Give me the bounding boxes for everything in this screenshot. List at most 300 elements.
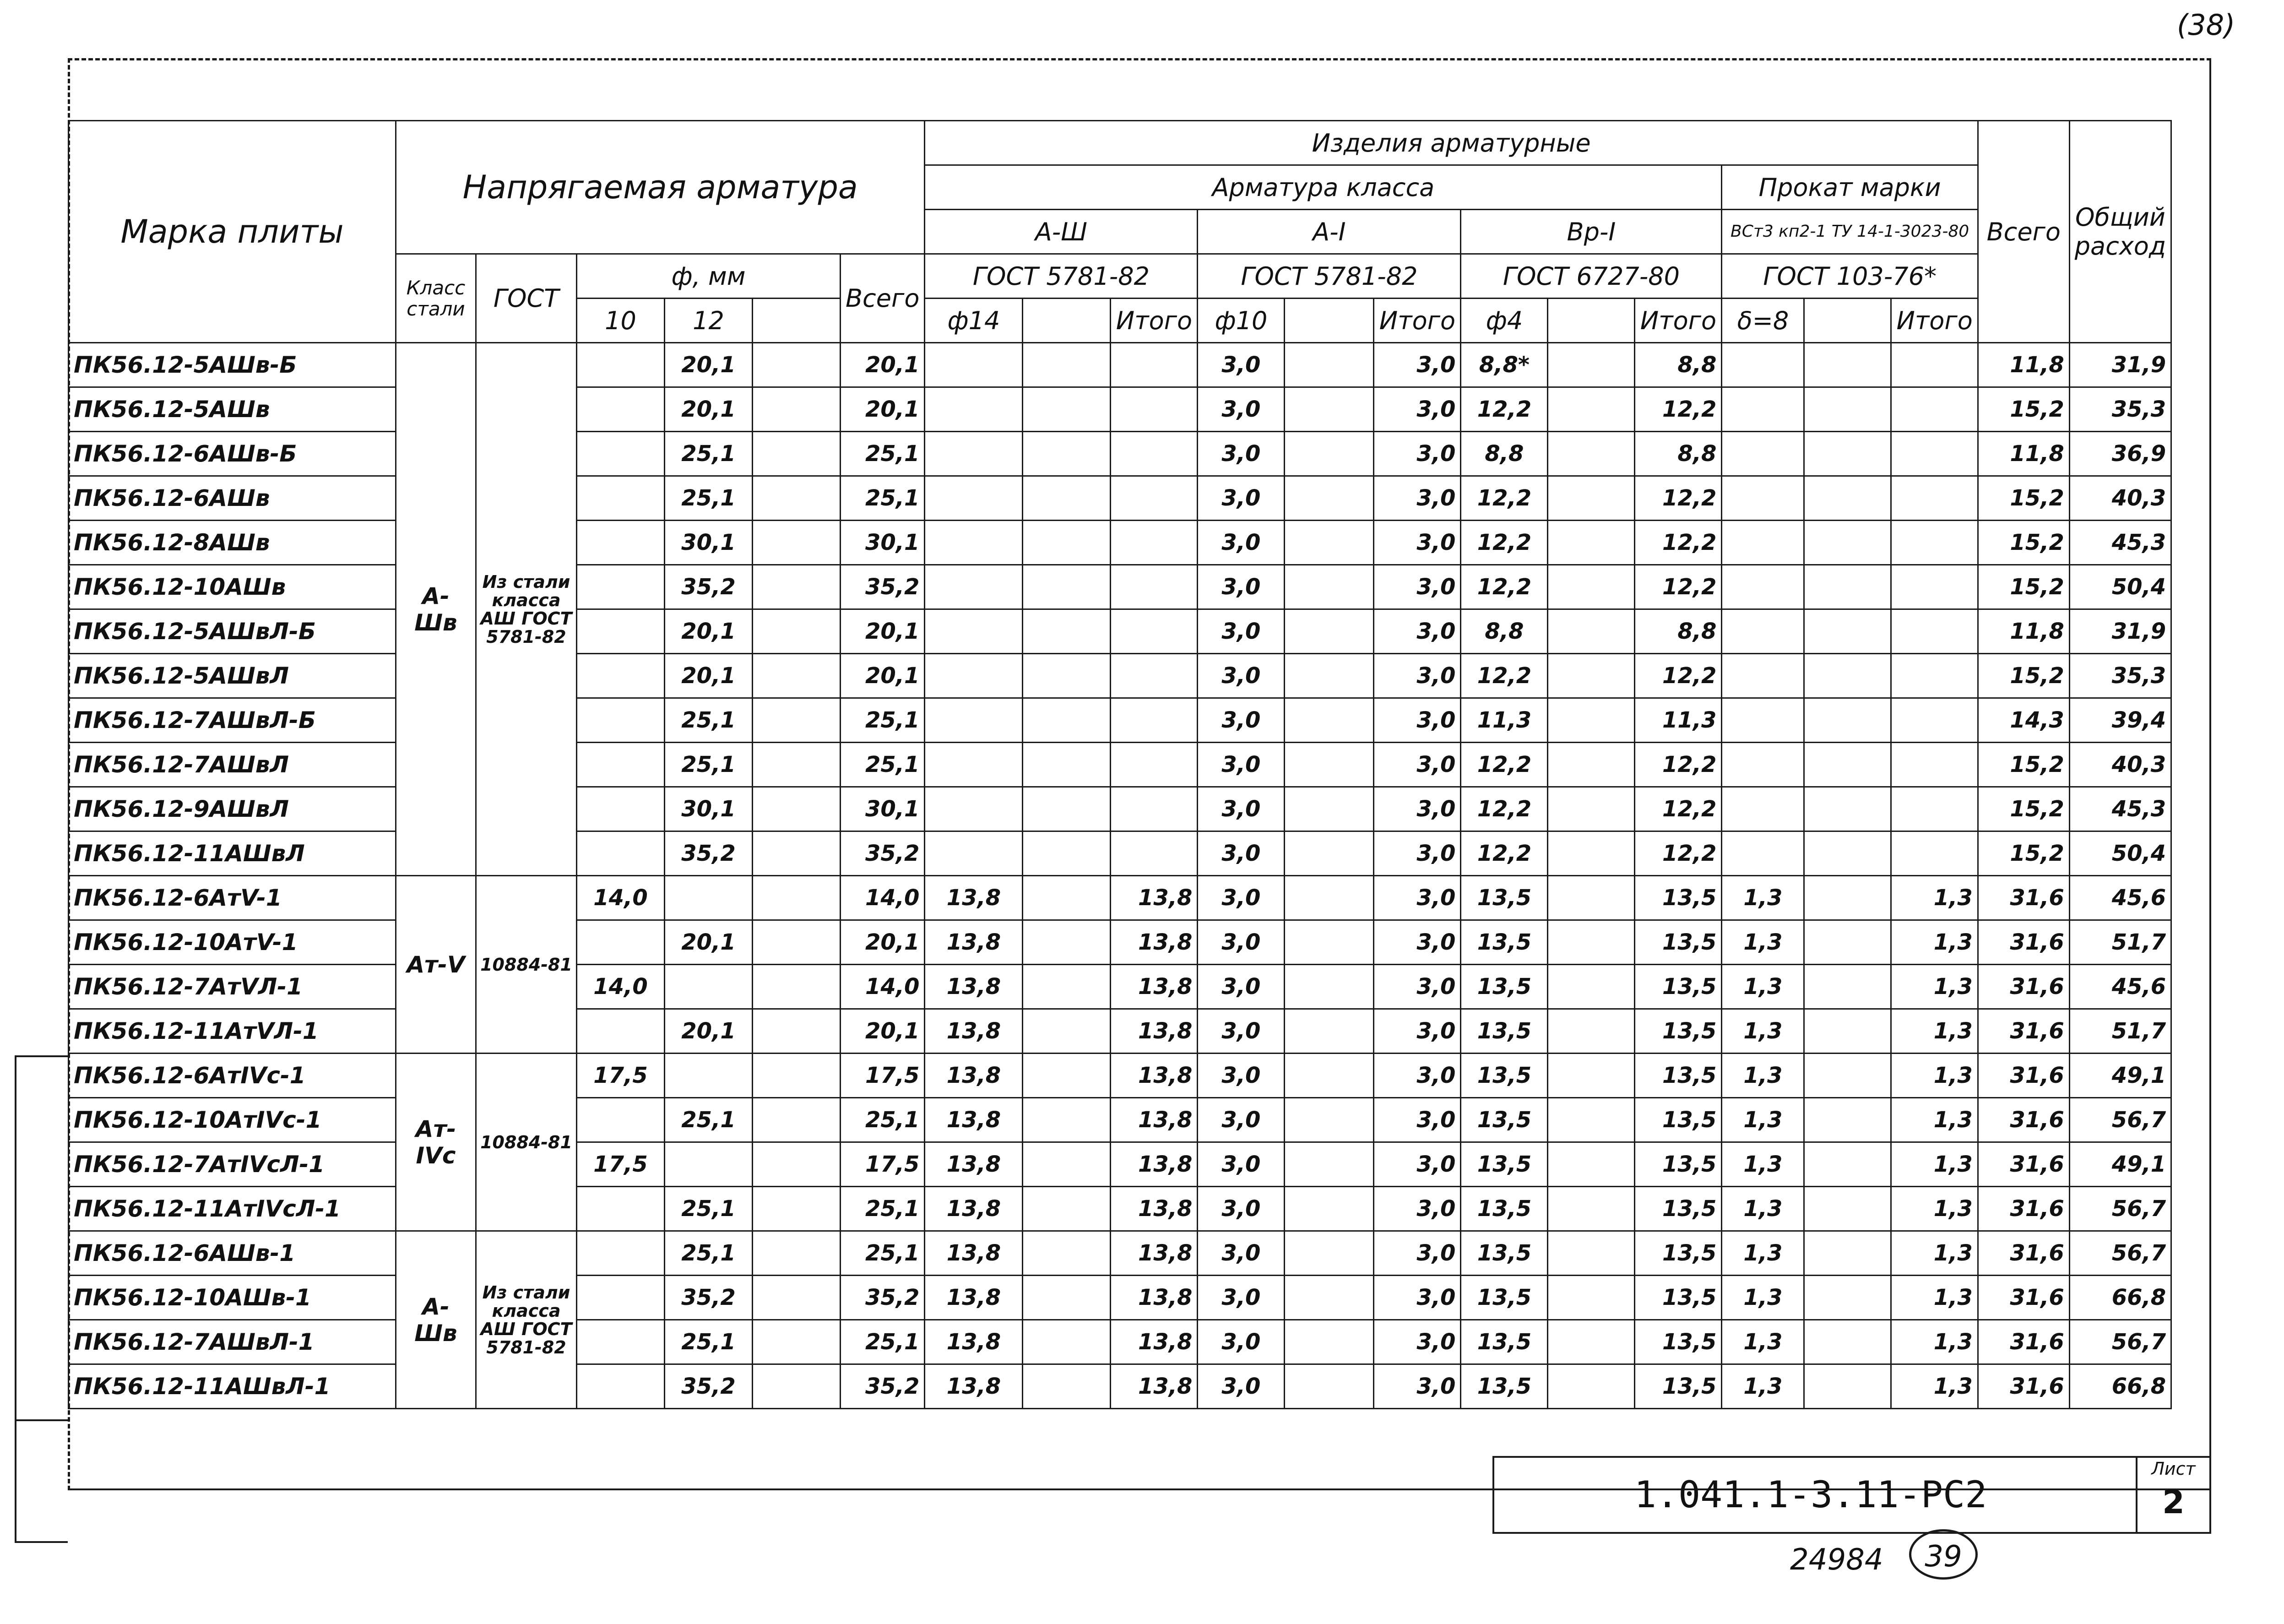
cell-overall: 39,4 — [2069, 698, 2171, 743]
blank-cell — [1023, 343, 1111, 387]
cell-r-sum — [1891, 831, 1978, 876]
cell-overall: 40,3 — [2069, 743, 2171, 787]
cell-overall: 45,3 — [2069, 787, 2171, 831]
blank-cell — [1023, 387, 1111, 432]
sheet-number: 2 — [2162, 1483, 2185, 1521]
cell-vr-4: 12,2 — [1461, 565, 1548, 609]
cell-a1-sum: 3,0 — [1374, 965, 1461, 1009]
header-vr-subtotal: Итого — [1635, 299, 1722, 343]
cell-d12: 20,1 — [665, 654, 753, 698]
cell-pre-total: 35,2 — [841, 565, 925, 609]
header-gost-rolled: ГОСТ 103-76* — [1722, 254, 1978, 299]
blank-cell — [1023, 476, 1111, 521]
table-row — [69, 654, 2171, 698]
blank-cell — [1285, 876, 1374, 920]
cell-vr-sum: 12,2 — [1635, 521, 1722, 565]
cell-vr-4: 11,3 — [1461, 698, 1548, 743]
blank-cell — [1804, 1276, 1891, 1320]
blank-cell — [1804, 476, 1891, 521]
cell-d12: 35,2 — [665, 565, 753, 609]
table-row — [69, 743, 2171, 787]
cell-mark: ПК56.12-5АШвЛ-Б — [69, 609, 396, 654]
cell-vr-4: 13,5 — [1461, 1364, 1548, 1409]
group-gost: Из стали класса АШ ГОСТ 5781-82 — [476, 1231, 577, 1409]
cell-a1-sum: 3,0 — [1374, 1054, 1461, 1098]
cell-a3-14 — [925, 787, 1023, 831]
blank-cell — [753, 1320, 841, 1364]
cell-pre-total: 35,2 — [841, 831, 925, 876]
blank-cell — [1023, 831, 1111, 876]
cell-d10 — [577, 1009, 665, 1054]
cell-d12: 25,1 — [665, 476, 753, 521]
cell-vr-sum: 12,2 — [1635, 565, 1722, 609]
cell-r-8: 1,3 — [1722, 1142, 1804, 1187]
cell-r-sum: 1,3 — [1891, 1098, 1978, 1142]
cell-total: 15,2 — [1978, 743, 2069, 787]
cell-pre-total: 14,0 — [841, 965, 925, 1009]
cell-r-sum: 1,3 — [1891, 1231, 1978, 1276]
cell-d10: 14,0 — [577, 876, 665, 920]
table-row — [69, 1054, 2171, 1098]
cell-d10 — [577, 831, 665, 876]
cell-a3-14: 13,8 — [925, 1054, 1023, 1098]
blank-cell — [1023, 1054, 1111, 1098]
cell-d12: 25,1 — [665, 698, 753, 743]
cell-d12 — [665, 1054, 753, 1098]
cell-pre-total: 20,1 — [841, 920, 925, 965]
header-d12: 12 — [665, 299, 753, 343]
cell-total: 15,2 — [1978, 521, 2069, 565]
cell-d10 — [577, 609, 665, 654]
cell-d12: 25,1 — [665, 1320, 753, 1364]
cell-mark: ПК56.12-6АШв — [69, 476, 396, 521]
cell-a1-sum: 3,0 — [1374, 1187, 1461, 1231]
blank-cell — [753, 787, 841, 831]
cell-a3-sum — [1111, 432, 1198, 476]
blank-cell — [1548, 965, 1635, 1009]
blank-cell — [1548, 1098, 1635, 1142]
cell-a1-sum: 3,0 — [1374, 1364, 1461, 1409]
cell-a1-10: 3,0 — [1198, 1364, 1285, 1409]
blank-cell — [753, 831, 841, 876]
blank-cell — [1023, 1276, 1111, 1320]
blank-cell — [753, 565, 841, 609]
header-d-blank — [753, 299, 841, 343]
cell-total: 31,6 — [1978, 920, 2069, 965]
blank-cell — [1548, 787, 1635, 831]
reinforcement-spec-table — [68, 120, 2172, 1409]
cell-r-sum: 1,3 — [1891, 1142, 1978, 1187]
cell-mark: ПК56.12-6АШв-Б — [69, 432, 396, 476]
blank-cell — [1548, 1054, 1635, 1098]
cell-total: 31,6 — [1978, 1142, 2069, 1187]
blank-cell — [1285, 521, 1374, 565]
blank-cell — [753, 1009, 841, 1054]
cell-overall: 56,7 — [2069, 1320, 2171, 1364]
blank-cell — [1285, 387, 1374, 432]
cell-a3-14 — [925, 743, 1023, 787]
header-gost-a3: ГОСТ 5781-82 — [925, 254, 1198, 299]
cell-vr-sum: 13,5 — [1635, 876, 1722, 920]
cell-r-sum: 1,3 — [1891, 1187, 1978, 1231]
table-row — [69, 1276, 2171, 1320]
cell-vr-sum: 13,5 — [1635, 1142, 1722, 1187]
cell-d12: 20,1 — [665, 343, 753, 387]
blank-cell — [1548, 1364, 1635, 1409]
blank-cell — [1548, 521, 1635, 565]
blank-cell — [1023, 609, 1111, 654]
blank-cell — [1804, 965, 1891, 1009]
inventory-number: 24984 — [1790, 1543, 1883, 1577]
cell-mark: ПК56.12-10АШв-1 — [69, 1276, 396, 1320]
cell-vr-sum: 12,2 — [1635, 743, 1722, 787]
blank-cell — [753, 387, 841, 432]
group-gost: 10884-81 — [476, 1054, 577, 1231]
header-total-consumption: Общий расход — [2069, 121, 2171, 343]
cell-mark: ПК56.12-7АШвЛ — [69, 743, 396, 787]
cell-vr-4: 8,8* — [1461, 343, 1548, 387]
cell-r-8: 1,3 — [1722, 1098, 1804, 1142]
table-row — [69, 343, 2171, 387]
cell-total: 31,6 — [1978, 965, 2069, 1009]
cell-overall: 35,3 — [2069, 387, 2171, 432]
cell-d10 — [577, 920, 665, 965]
cell-r-8 — [1722, 831, 1804, 876]
header-rebar-class: Арматура класса — [925, 165, 1722, 210]
cell-mark: ПК56.12-7АШвЛ-Б — [69, 698, 396, 743]
cell-overall: 50,4 — [2069, 831, 2171, 876]
cell-a1-10: 3,0 — [1198, 1142, 1285, 1187]
header-phi14: ф14 — [925, 299, 1023, 343]
cell-vr-sum: 13,5 — [1635, 920, 1722, 965]
cell-overall: 51,7 — [2069, 1009, 2171, 1054]
header-gost: ГОСТ — [476, 254, 577, 343]
cell-d10 — [577, 1364, 665, 1409]
cell-r-8: 1,3 — [1722, 1009, 1804, 1054]
header-phi4: ф4 — [1461, 299, 1548, 343]
table-row — [69, 876, 2171, 920]
blank-cell — [1023, 1142, 1111, 1187]
cell-a3-14: 13,8 — [925, 1009, 1023, 1054]
cell-vr-sum: 13,5 — [1635, 1320, 1722, 1364]
cell-d10 — [577, 343, 665, 387]
cell-total: 31,6 — [1978, 1054, 2069, 1098]
cell-r-sum — [1891, 654, 1978, 698]
blank-cell — [1285, 343, 1374, 387]
header-rolled-spec: ВСт3 кп2-1 ТУ 14-1-3023-80 — [1722, 210, 1978, 254]
blank-cell — [1285, 1187, 1374, 1231]
cell-a1-sum: 3,0 — [1374, 1276, 1461, 1320]
cell-r-8 — [1722, 609, 1804, 654]
cell-r-8 — [1722, 521, 1804, 565]
blank-cell — [753, 1276, 841, 1320]
blank-cell — [753, 743, 841, 787]
cell-a3-sum: 13,8 — [1111, 1276, 1198, 1320]
cell-pre-total: 25,1 — [841, 743, 925, 787]
cell-overall: 66,8 — [2069, 1364, 2171, 1409]
blank-cell — [1548, 1009, 1635, 1054]
cell-pre-total: 25,1 — [841, 1187, 925, 1231]
blank-cell — [1804, 876, 1891, 920]
blank-cell — [1285, 743, 1374, 787]
blank-cell — [1548, 1320, 1635, 1364]
blank-cell — [753, 521, 841, 565]
table-row — [69, 831, 2171, 876]
blank-cell — [1548, 743, 1635, 787]
cell-vr-sum: 12,2 — [1635, 476, 1722, 521]
blank-cell — [1285, 1320, 1374, 1364]
cell-r-8: 1,3 — [1722, 920, 1804, 965]
cell-vr-4: 13,5 — [1461, 1231, 1548, 1276]
cell-a3-14 — [925, 521, 1023, 565]
sheet-label: Лист — [2151, 1459, 2196, 1479]
cell-a3-14 — [925, 654, 1023, 698]
binding-strip-divider — [15, 1419, 68, 1543]
cell-vr-sum: 13,5 — [1635, 965, 1722, 1009]
blank-cell — [1023, 787, 1111, 831]
cell-overall: 31,9 — [2069, 609, 2171, 654]
blank-cell — [1804, 654, 1891, 698]
cell-vr-4: 12,2 — [1461, 654, 1548, 698]
cell-a1-sum: 3,0 — [1374, 1142, 1461, 1187]
blank-cell — [1548, 698, 1635, 743]
cell-a3-sum: 13,8 — [1111, 1364, 1198, 1409]
cell-vr-sum: 8,8 — [1635, 343, 1722, 387]
cell-vr-4: 13,5 — [1461, 1142, 1548, 1187]
cell-a3-sum — [1111, 743, 1198, 787]
blank-cell — [753, 1098, 841, 1142]
cell-d12: 35,2 — [665, 1364, 753, 1409]
blank-cell — [1804, 432, 1891, 476]
blank-cell — [753, 698, 841, 743]
blank-cell — [1804, 743, 1891, 787]
cell-vr-4: 13,5 — [1461, 965, 1548, 1009]
cell-total: 11,8 — [1978, 432, 2069, 476]
blank-cell — [1804, 787, 1891, 831]
header-prestressed: Напрягаемая арматура — [396, 121, 925, 254]
blank-cell — [1804, 609, 1891, 654]
cell-r-sum — [1891, 609, 1978, 654]
cell-r-8: 1,3 — [1722, 1231, 1804, 1276]
header-steel-class: Класс стали — [396, 254, 476, 343]
blank-cell — [753, 1364, 841, 1409]
cell-a3-14: 13,8 — [925, 920, 1023, 965]
cell-vr-4: 13,5 — [1461, 1054, 1548, 1098]
cell-d12: 30,1 — [665, 787, 753, 831]
blank-cell — [1023, 1187, 1111, 1231]
cell-mark: ПК56.12-7АтVЛ-1 — [69, 965, 396, 1009]
blank-cell — [1548, 1276, 1635, 1320]
cell-a3-14 — [925, 698, 1023, 743]
cell-vr-sum: 13,5 — [1635, 1364, 1722, 1409]
cell-pre-total: 30,1 — [841, 787, 925, 831]
table-row — [69, 965, 2171, 1009]
cell-mark: ПК56.12-11АтIVсЛ-1 — [69, 1187, 396, 1231]
cell-a3-sum: 13,8 — [1111, 1231, 1198, 1276]
blank-cell — [1023, 654, 1111, 698]
cell-a3-14: 13,8 — [925, 1142, 1023, 1187]
cell-r-8 — [1722, 387, 1804, 432]
header-vr1: Вр-I — [1461, 210, 1722, 254]
blank-cell — [753, 876, 841, 920]
cell-r-8 — [1722, 432, 1804, 476]
cell-d12 — [665, 876, 753, 920]
table-row — [69, 787, 2171, 831]
cell-vr-sum: 13,5 — [1635, 1098, 1722, 1142]
cell-a1-sum: 3,0 — [1374, 476, 1461, 521]
cell-pre-total: 20,1 — [841, 343, 925, 387]
header-a3-blank — [1023, 299, 1111, 343]
cell-pre-total: 17,5 — [841, 1054, 925, 1098]
cell-a3-14: 13,8 — [925, 876, 1023, 920]
cell-a1-sum: 3,0 — [1374, 831, 1461, 876]
header-mark: Марка плиты — [69, 121, 396, 343]
cell-d10: 14,0 — [577, 965, 665, 1009]
cell-a1-10: 3,0 — [1198, 965, 1285, 1009]
cell-pre-total: 30,1 — [841, 521, 925, 565]
cell-vr-sum: 12,2 — [1635, 387, 1722, 432]
cell-r-sum: 1,3 — [1891, 1054, 1978, 1098]
blank-cell — [1548, 1187, 1635, 1231]
blank-cell — [753, 432, 841, 476]
cell-d12: 20,1 — [665, 609, 753, 654]
blank-cell — [1804, 920, 1891, 965]
cell-mark: ПК56.12-11АШвЛ — [69, 831, 396, 876]
cell-pre-total: 35,2 — [841, 1276, 925, 1320]
blank-cell — [1285, 1142, 1374, 1187]
blank-cell — [1804, 387, 1891, 432]
group-steel-class: А-Шв — [396, 343, 476, 876]
cell-mark: ПК56.12-11АтVЛ-1 — [69, 1009, 396, 1054]
blank-cell — [1804, 565, 1891, 609]
blank-cell — [753, 654, 841, 698]
cell-overall: 36,9 — [2069, 432, 2171, 476]
blank-cell — [1023, 1320, 1111, 1364]
blank-cell — [1285, 831, 1374, 876]
corner-sheet-number: (38) — [2177, 8, 2235, 42]
blank-cell — [753, 920, 841, 965]
blank-cell — [1023, 1098, 1111, 1142]
blank-cell — [1023, 920, 1111, 965]
cell-a1-sum: 3,0 — [1374, 565, 1461, 609]
cell-d10 — [577, 698, 665, 743]
cell-pre-total: 35,2 — [841, 1364, 925, 1409]
cell-a1-sum: 3,0 — [1374, 1320, 1461, 1364]
cell-r-8 — [1722, 787, 1804, 831]
blank-cell — [1804, 521, 1891, 565]
cell-a1-10: 3,0 — [1198, 1320, 1285, 1364]
cell-vr-sum: 8,8 — [1635, 609, 1722, 654]
group-gost: 10884-81 — [476, 876, 577, 1054]
blank-cell — [1548, 476, 1635, 521]
cell-mark: ПК56.12-10АШв — [69, 565, 396, 609]
cell-mark: ПК56.12-5АШв-Б — [69, 343, 396, 387]
cell-total: 31,6 — [1978, 1009, 2069, 1054]
cell-vr-4: 12,2 — [1461, 521, 1548, 565]
cell-a3-sum — [1111, 565, 1198, 609]
cell-total: 11,8 — [1978, 609, 2069, 654]
cell-a3-sum — [1111, 521, 1198, 565]
cell-a3-sum: 13,8 — [1111, 1142, 1198, 1187]
blank-cell — [1548, 343, 1635, 387]
cell-d12: 35,2 — [665, 1276, 753, 1320]
cell-r-8: 1,3 — [1722, 1054, 1804, 1098]
cell-total: 31,6 — [1978, 1364, 2069, 1409]
cell-r-sum — [1891, 743, 1978, 787]
cell-a1-sum: 3,0 — [1374, 876, 1461, 920]
blank-cell — [1023, 876, 1111, 920]
cell-r-8 — [1722, 654, 1804, 698]
cell-a3-sum: 13,8 — [1111, 1098, 1198, 1142]
cell-a1-10: 3,0 — [1198, 1276, 1285, 1320]
cell-a3-14: 13,8 — [925, 1098, 1023, 1142]
cell-mark: ПК56.12-6АтIVс-1 — [69, 1054, 396, 1098]
cell-a3-14: 13,8 — [925, 1276, 1023, 1320]
cell-total: 31,6 — [1978, 1231, 2069, 1276]
cell-vr-sum: 8,8 — [1635, 432, 1722, 476]
cell-a3-14 — [925, 476, 1023, 521]
cell-a1-10: 3,0 — [1198, 1098, 1285, 1142]
inventory-circle-number: 39 — [1909, 1529, 1978, 1580]
cell-r-sum: 1,3 — [1891, 1364, 1978, 1409]
cell-total: 15,2 — [1978, 787, 2069, 831]
cell-pre-total: 20,1 — [841, 1009, 925, 1054]
cell-r-8: 1,3 — [1722, 1364, 1804, 1409]
cell-overall: 56,7 — [2069, 1187, 2171, 1231]
cell-a1-10: 3,0 — [1198, 698, 1285, 743]
blank-cell — [1548, 654, 1635, 698]
cell-pre-total: 20,1 — [841, 654, 925, 698]
header-delta8: δ=8 — [1722, 299, 1804, 343]
blank-cell — [1285, 1231, 1374, 1276]
cell-r-8 — [1722, 565, 1804, 609]
cell-overall: 35,3 — [2069, 654, 2171, 698]
cell-vr-4: 13,5 — [1461, 1187, 1548, 1231]
cell-a1-10: 3,0 — [1198, 654, 1285, 698]
cell-a3-14: 13,8 — [925, 965, 1023, 1009]
blank-cell — [753, 1187, 841, 1231]
cell-d12: 25,1 — [665, 432, 753, 476]
blank-cell — [1023, 743, 1111, 787]
blank-cell — [1804, 343, 1891, 387]
blank-cell — [1285, 1364, 1374, 1409]
blank-cell — [1804, 1320, 1891, 1364]
cell-r-sum — [1891, 565, 1978, 609]
cell-a1-sum: 3,0 — [1374, 343, 1461, 387]
cell-d12: 25,1 — [665, 743, 753, 787]
cell-vr-4: 13,5 — [1461, 920, 1548, 965]
cell-pre-total: 14,0 — [841, 876, 925, 920]
blank-cell — [1548, 876, 1635, 920]
blank-cell — [1285, 1098, 1374, 1142]
blank-cell — [1548, 1142, 1635, 1187]
cell-a1-sum: 3,0 — [1374, 654, 1461, 698]
header-gost-vr1: ГОСТ 6727-80 — [1461, 254, 1722, 299]
cell-r-sum: 1,3 — [1891, 1320, 1978, 1364]
cell-a3-sum — [1111, 609, 1198, 654]
cell-total: 31,6 — [1978, 876, 2069, 920]
blank-cell — [753, 609, 841, 654]
cell-vr-4: 13,5 — [1461, 1098, 1548, 1142]
cell-d12: 35,2 — [665, 831, 753, 876]
cell-d10 — [577, 1320, 665, 1364]
header-a3: А-Ш — [925, 210, 1198, 254]
cell-overall: 45,6 — [2069, 876, 2171, 920]
cell-mark: ПК56.12-9АШвЛ — [69, 787, 396, 831]
cell-a1-10: 3,0 — [1198, 920, 1285, 965]
table-row — [69, 1364, 2171, 1409]
cell-mark: ПК56.12-10АтV-1 — [69, 920, 396, 965]
